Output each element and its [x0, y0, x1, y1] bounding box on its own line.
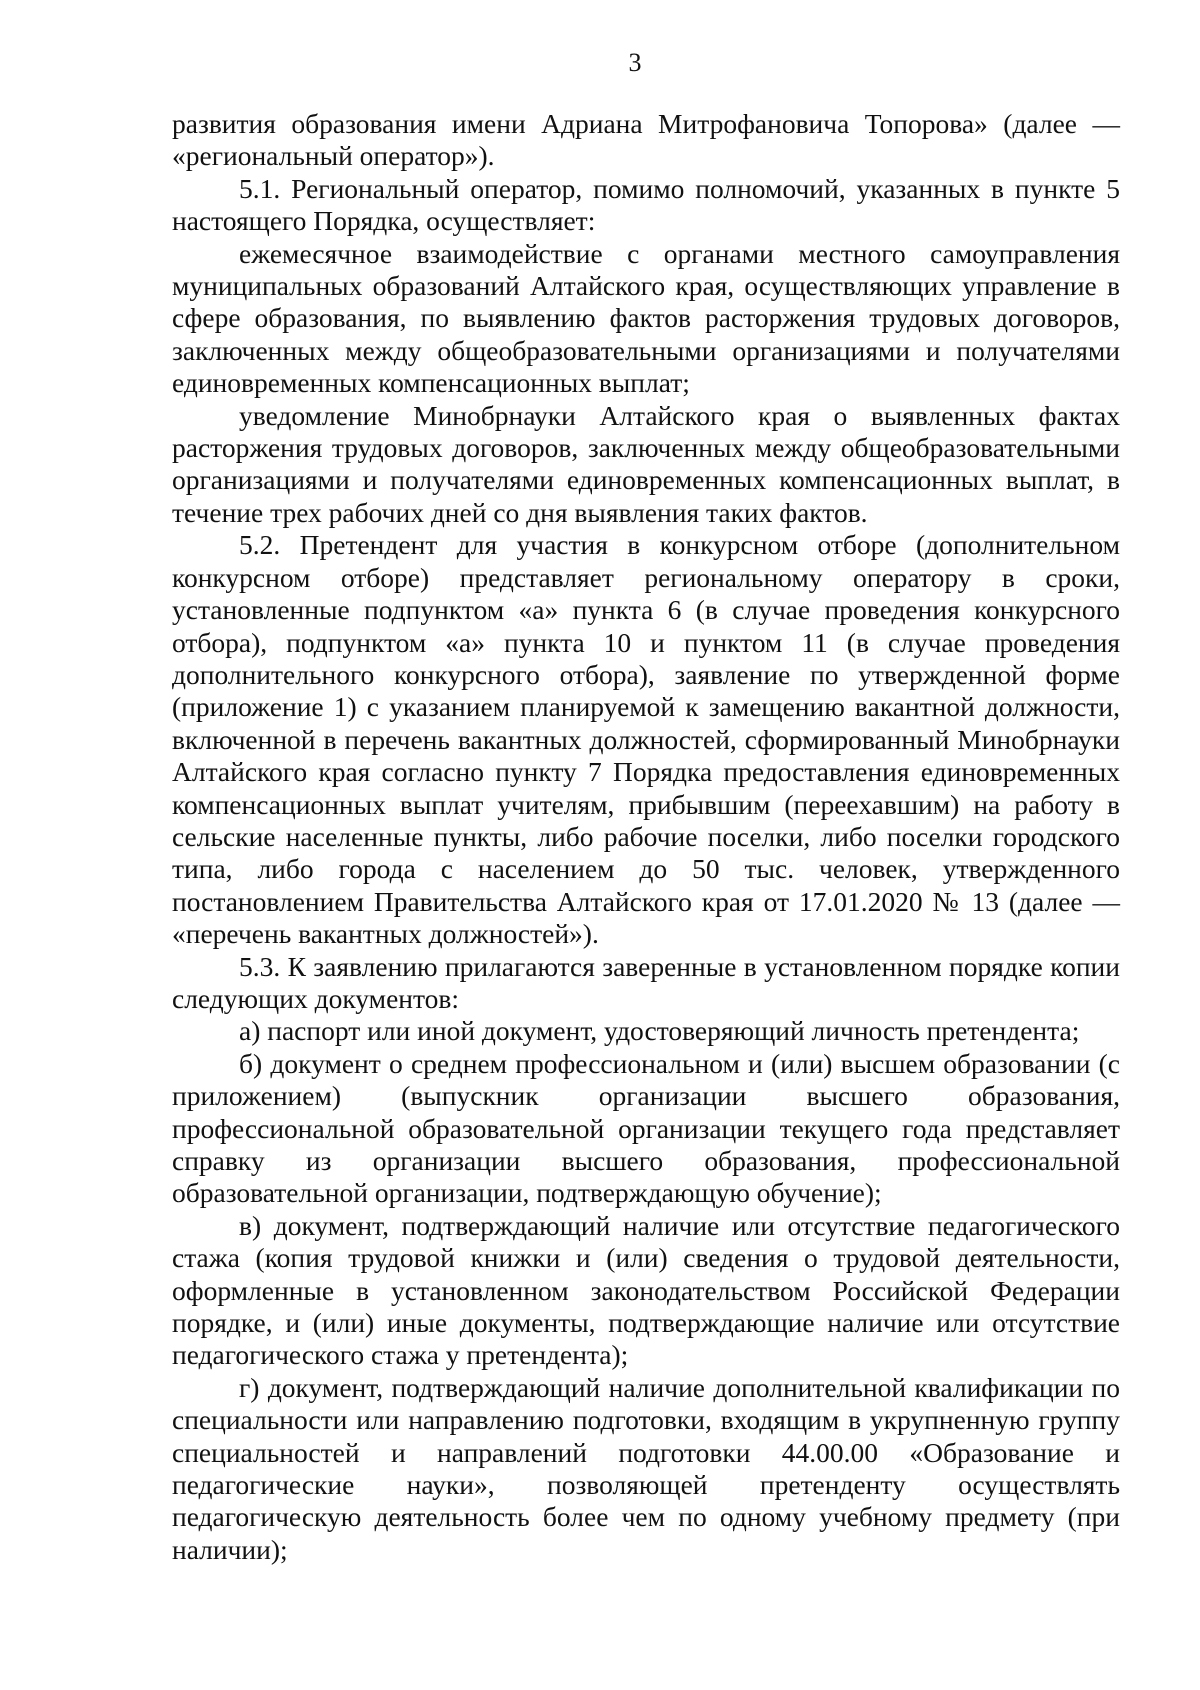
- paragraph-monthly-interaction: ежемесячное взаимодействие с органами местного самоуправления муниципальных образований Алтайского края, осуществляющих управление в сфере образования, по выявлению фактов расторжения трудовых договоров, заключенных между общеобразовательными организациями и получателями единовременных компенсационных выплат;: [172, 237, 1120, 399]
- paragraph-5-3: 5.3. К заявлению прилагаются заверенные в установленном порядке копии следующих документов:: [172, 950, 1120, 1014]
- paragraph-continuation: развития образования имени Адриана Митрофановича Топорова» (далее — «региональный оператор»).: [172, 108, 1120, 172]
- page-number: 3: [628, 48, 642, 77]
- list-item-g: г) документ, подтверждающий наличие дополнительной квалификации по специальности или направлению подготовки, входящим в укрупненную группу специальностей и направлений подготовки 44.00.00 «Образование и педагогические науки», позволяющей претенденту осуществлять педагогическую деятельность более чем по одному учебному предмету (при наличии);: [172, 1371, 1120, 1565]
- paragraph-5-1: 5.1. Региональный оператор, помимо полномочий, указанных в пункте 5 настоящего Порядка, осуществляет:: [172, 172, 1120, 237]
- list-item-v: в) документ, подтверждающий наличие или отсутствие педагогического стажа (копия трудовой книжки и (или) сведения о трудовой деятельности, оформленные в установленном законодательством Российской Федерации порядке, и (или) иные документы, подтверждающие наличие или отсутствие педагогического стажа у претендента);: [172, 1209, 1120, 1371]
- list-item-b: б) документ о среднем профессиональном и (или) высшем образовании (с приложением) (выпускник организации высшего образования, профессиональной образовательной организации текущего года представляет справку из организации высшего образования, профессиональной образовательной организации, подтверждающую обучение);: [172, 1047, 1120, 1209]
- paragraph-5-2: 5.2. Претендент для участия в конкурсном отборе (дополнительном конкурсном отборе) представляет региональному оператору в сроки, установленные подпунктом «а» пункта 6 (в случае проведения конкурсного отбора), подпунктом «а» пункта 10 и пунктом 11 (в случае проведения дополнительного конкурсного отбора), заявление по утвержденной форме (приложение 1) с указанием планируемой к замещению вакантной должности, включенной в перечень вакантных должностей, сформированный Минобрнауки Алтайского края согласно пункту 7 Порядка предоставления единовременных компенсационных выплат учителям, прибывшим (переехавшим) на работу в сельские населенные пункты, либо рабочие поселки, либо поселки городского типа, либо города с населением до 50 тыс. человек, утвержденного постановлением Правительства Алтайского края от 17.01.2020 № 13 (далее — «перечень вакантных должностей»).: [172, 529, 1120, 950]
- list-item-a: а) паспорт или иной документ, удостоверяющий личность претендента;: [239, 1015, 1080, 1047]
- paragraph-notification: уведомление Минобрнауки Алтайского края о выявленных фактах расторжения трудовых договоров, заключенных между общеобразовательными организациями и получателями единовременных компенсационных выплат, в течение трех рабочих дней со дня выявления таких фактов.: [172, 399, 1120, 528]
- document-body: [172, 108, 1120, 1566]
